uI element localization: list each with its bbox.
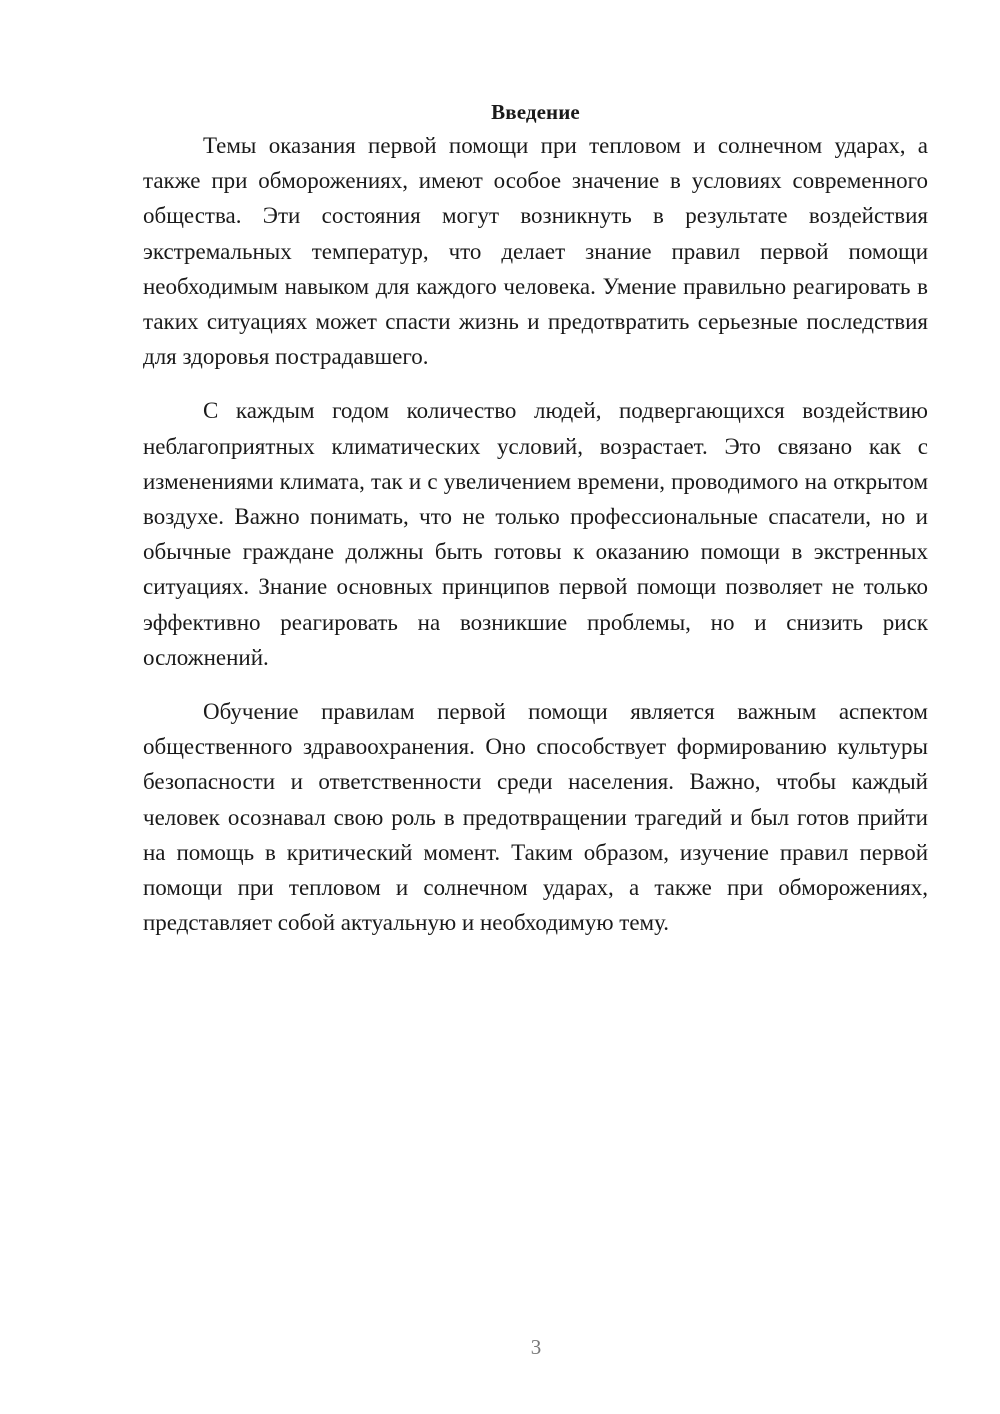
page-content [143,98,928,940]
paragraph-1: Темы оказания первой помощи при тепловом и солнечном ударах, а также при обморожениях, имеют особое значение в условиях современного общества. Эти состояния могут возникнуть в результате воздействия экстремальных температур, что делает знание правил первой помощи необходимым навыком для каждого человека. Умение правильно реагировать в таких ситуациях может спасти жизнь и предотвратить серьезные последствия для здоровья пострадавшего. [143,133,928,370]
page-number-footer [0,1335,1000,1359]
section-title: Введение [491,100,580,124]
paragraph-3: Обучение правилам первой помощи является важным аспектом общественного здравоохранения. Оно способствует формированию культуры безопасности и ответственности среди населения. Важно, чтобы каждый человек осознавал свою роль в предотвращении трагедий и был готов прийти на помощь в критический момент. Таким образом, изучение правил первой помощи при тепловом и солнечном ударах, а также при обморожениях, представляет собой актуальную и необходимую тему. [143,699,928,936]
page-number: 3 [530,1335,542,1359]
paragraph-2: С каждым годом количество людей, подвергающихся воздействию неблагоприятных климатических условий, возрастает. Это связано как с изменениями климата, так и с увеличением времени, проводимого на открытом воздухе. Важно понимать, что не только профессиональные спасатели, но и обычные граждане должны быть готовы к оказанию помощи в экстренных ситуациях. Знание основных принципов первой помощи позволяет не только эффективно реагировать на возникшие проблемы, но и снизить риск осложнений. [143,398,928,670]
